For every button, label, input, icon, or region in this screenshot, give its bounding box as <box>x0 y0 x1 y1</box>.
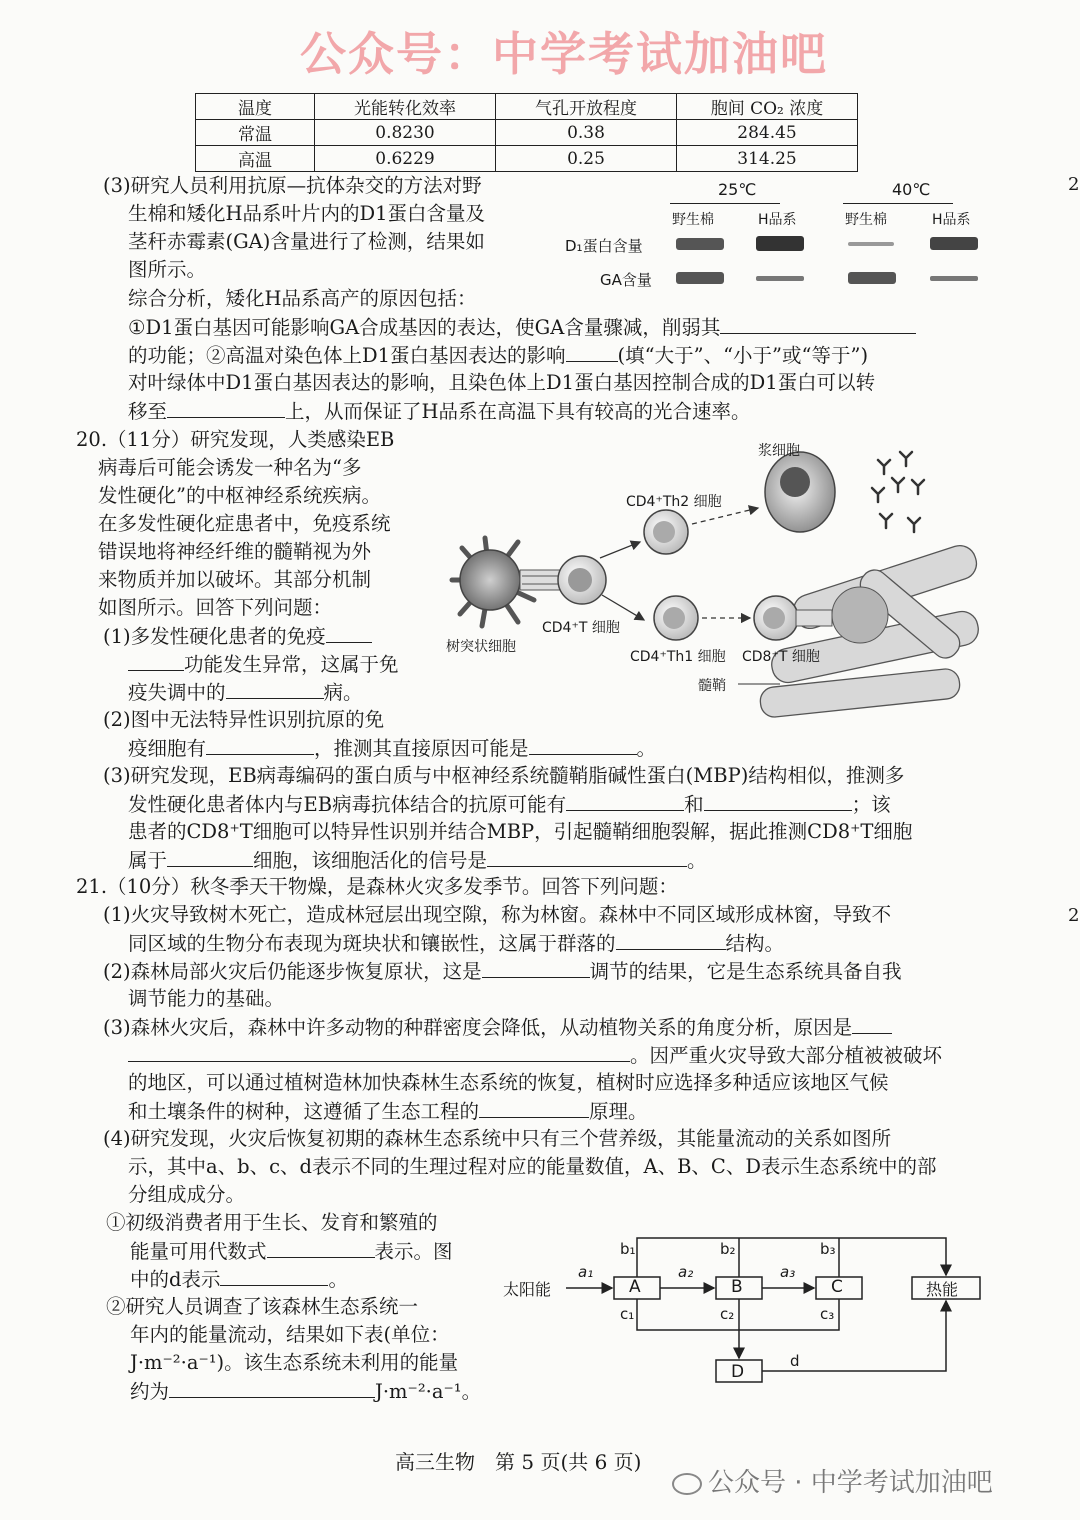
data-table-photosynthesis <box>195 93 858 172</box>
watermark-bottom <box>672 1462 993 1499</box>
column-label: 野生棉 <box>672 212 714 228</box>
table-cell: 0.25 <box>496 146 677 172</box>
text: ；该 <box>851 793 891 816</box>
table-cell: 284.45 <box>677 120 858 146</box>
text: ①D1蛋白基因可能影响GA合成基因的表达，使GA含量骤减，削弱其 <box>128 316 721 339</box>
table-cell: 0.6229 <box>315 146 496 172</box>
blot-band <box>848 242 894 246</box>
answer-blank[interactable] <box>167 397 285 418</box>
q20-line: (2)图中无法特异性识别抗原的免 <box>103 708 385 731</box>
q20-line <box>128 650 399 679</box>
q19-3-line: 生棉和矮化H品系叶片内的D1蛋白含量及 <box>128 202 486 225</box>
table-row <box>196 120 858 146</box>
q20-line: 在多发性硬化症患者中，免疫系统 <box>98 512 391 535</box>
label-B: B <box>731 1277 743 1297</box>
text: 病。 <box>323 681 363 704</box>
answer-blank[interactable] <box>487 846 687 867</box>
antibodies <box>872 452 924 532</box>
blot-band <box>756 276 804 281</box>
text: 移至 <box>128 400 168 423</box>
text: 的功能；②高温对染色体上D1蛋白基因表达的影响 <box>128 344 566 367</box>
arrow <box>600 542 640 558</box>
table-cell: 0.8230 <box>315 120 496 146</box>
text: 。因严重火灾导致大部分植被被破坏 <box>630 1044 943 1067</box>
cell-nucleus <box>780 467 810 497</box>
divider <box>843 203 953 204</box>
page-footer: 高三生物 第 5 页(共 6 页) <box>395 1450 642 1474</box>
label-th2-cell: CD4⁺Th2 细胞 <box>626 494 722 510</box>
text: (2)森林局部火灾后仍能逐步恢复原状，这是 <box>103 960 482 983</box>
myelin-cell <box>832 587 888 643</box>
q19-3-line: (3)研究人员利用抗原—抗体杂交的方法对野 <box>103 174 482 197</box>
q21-line <box>128 929 784 958</box>
q21-line <box>130 1377 481 1406</box>
q20-line: 来物质并加以破坏。其部分机制 <box>98 568 372 591</box>
text: 上，从而保证了H品系在高温下具有较高的光合速率。 <box>285 400 751 423</box>
blot-band <box>676 272 724 284</box>
q20-line: (3)研究发现，EB病毒编码的蛋白质与中枢神经系统髓鞘脂碱性蛋白(MBP)结构相似，推测多 <box>103 764 905 787</box>
label-plasma-cell: 浆细胞 <box>758 443 800 459</box>
q19-3-line: 对叶绿体中D1蛋白基因表达的影响，且染色体上D1蛋白基因控制合成的D1蛋白可以转 <box>128 371 876 394</box>
q21-line: J·m⁻²·a⁻¹)。该生态系统未利用的能量 <box>130 1351 459 1374</box>
blot-band <box>930 276 978 281</box>
text: 结构。 <box>725 932 785 955</box>
label-c2: c₂ <box>720 1305 735 1323</box>
label-c1: c₁ <box>620 1305 635 1323</box>
text: (填“大于”、“小于”或“等于”) <box>617 344 869 367</box>
q21-line <box>103 957 902 986</box>
answer-blank[interactable] <box>704 790 852 811</box>
label-D: D <box>731 1362 745 1382</box>
divider <box>670 203 780 204</box>
q20-line: 病毒后可能会诱发一种名为“多 <box>98 456 362 479</box>
text: 细胞，该细胞活化的信号是 <box>253 849 488 872</box>
q21-line: (4)研究发现，火灾后恢复初期的森林生态系统中只有三个营养级，其能量流动的关系如图所 <box>103 1127 892 1150</box>
label-a1: a₁ <box>578 1263 594 1281</box>
q20-line: 错误地将神经纤维的髓鞘视为外 <box>98 540 372 563</box>
label-th1-cell: CD4⁺Th1 细胞 <box>630 649 726 665</box>
label-sun: 太阳能 <box>503 1280 552 1299</box>
table-header-cell: 光能转化效率 <box>315 94 496 120</box>
answer-blank[interactable] <box>326 622 372 643</box>
row-label: GA含量 <box>600 271 652 289</box>
text: 和 <box>684 793 704 816</box>
table-header-cell: 温度 <box>196 94 315 120</box>
blot-band <box>676 238 724 250</box>
text: J·m⁻²·a⁻¹。 <box>375 1380 482 1403</box>
text: 中的d表示 <box>130 1268 221 1291</box>
answer-blank[interactable] <box>267 1237 375 1258</box>
text: 同区域的生物分布表现为斑块状和镶嵌性，这属于群落的 <box>128 932 616 955</box>
energy-flow-diagram <box>500 1230 1000 1390</box>
table-cell: 高温 <box>196 146 315 172</box>
label-heat: 热能 <box>926 1280 959 1299</box>
cell-nucleus <box>763 607 785 629</box>
temp-label: 40℃ <box>892 180 931 199</box>
text: 。 <box>328 1268 348 1291</box>
blot-band <box>930 237 978 250</box>
line-c-decomposition <box>637 1299 839 1330</box>
text: 功能发生异常，这属于免 <box>184 653 399 676</box>
q20-line <box>103 622 372 651</box>
text: 约为 <box>130 1380 170 1403</box>
q19-3-line: 图所示。 <box>128 258 207 281</box>
q21-line: 21.（10分）秋冬季天干物燥，是森林火灾多发季节。回答下列问题： <box>76 875 678 898</box>
q21-line: 调节能力的基础。 <box>128 987 285 1010</box>
text: 疫细胞有 <box>128 737 207 760</box>
answer-blank[interactable] <box>566 341 618 362</box>
q21-line <box>130 1237 453 1266</box>
q19-3-line <box>128 397 751 426</box>
label-a3: a₃ <box>780 1263 796 1281</box>
q21-line: ①初级消费者用于生长、发育和繁殖的 <box>106 1211 438 1234</box>
text: 表示。图 <box>374 1240 453 1263</box>
label-C: C <box>831 1277 843 1297</box>
q21-line: ②研究人员调查了该森林生态系统一 <box>106 1295 419 1318</box>
answer-blank[interactable] <box>169 1377 375 1398</box>
text: 。 <box>687 849 707 872</box>
q21-line <box>128 1097 648 1126</box>
text: 和土壤条件的树种，这遵循了生态工程的 <box>128 1100 480 1123</box>
table-row <box>196 146 858 172</box>
label-cd8-t-cell: CD8⁺T 细胞 <box>742 649 820 665</box>
q21-line <box>128 1041 942 1070</box>
answer-blank[interactable] <box>529 734 637 755</box>
text: 疫失调中的 <box>128 681 226 704</box>
answer-blank[interactable] <box>479 1097 589 1118</box>
watermark-top: 公众号：中学考试加油吧 <box>300 27 828 81</box>
q21-line: 年内的能量流动，结果如下表(单位： <box>130 1323 450 1346</box>
answer-blank[interactable] <box>128 1041 630 1062</box>
edge-mark: 2 <box>1068 905 1080 926</box>
label-a2: a₂ <box>678 1263 694 1281</box>
text: 调节的结果，它是生态系统具备自我 <box>589 960 902 983</box>
column-label: H品系 <box>758 212 797 228</box>
blot-band <box>848 272 896 284</box>
table-cell: 314.25 <box>677 146 858 172</box>
q21-line: 的地区，可以通过植树造林加快森林生态系统的恢复，植树时应选择多种适应该地区气候 <box>128 1071 889 1094</box>
cell-nucleus <box>663 607 685 629</box>
answer-blank[interactable] <box>566 790 684 811</box>
table-header-cell: 胞间 CO₂ 浓度 <box>677 94 858 120</box>
table-cell: 常温 <box>196 120 315 146</box>
text: 能量可用代数式 <box>130 1240 267 1263</box>
text: (3)森林火灾后，森林中许多动物的种群密度会降低，从动植物关系的角度分析，原因是 <box>103 1016 853 1039</box>
receptor-bridge <box>796 610 832 626</box>
label-d: d <box>790 1352 800 1370</box>
edge-mark: 2 <box>1068 174 1080 195</box>
label-b3: b₃ <box>820 1240 836 1258</box>
label-myelin: 髓鞘 <box>698 678 726 694</box>
label-dendritic-cell: 树突状细胞 <box>446 639 516 655</box>
text: 。 <box>636 737 657 760</box>
q21-line: (1)火灾导致树木死亡，造成林冠层出现空隙，称为林窗。森林中不同区域形成林窗，导致不 <box>103 903 892 926</box>
answer-blank[interactable] <box>226 678 324 699</box>
table-header-row <box>196 94 858 120</box>
q21-line <box>103 1013 892 1042</box>
answer-blank[interactable] <box>720 313 916 334</box>
table-header-cell: 气孔开放程度 <box>496 94 677 120</box>
label-cd4-t-cell: CD4⁺T 细胞 <box>542 620 620 636</box>
q19-3-line: 综合分析，矮化H品系高产的原因包括： <box>128 287 477 310</box>
label-A: A <box>629 1277 641 1297</box>
q21-line: 示，其中a、b、c、d表示不同的生理过程对应的能量数值，A、B、C、D表示生态系统中的部 <box>128 1155 937 1178</box>
label-b2: b₂ <box>720 1240 736 1258</box>
text: ，推测其直接原因可能是 <box>314 737 529 760</box>
text: (1)多发性硬化患者的免疫 <box>103 625 326 648</box>
label-c3: c₃ <box>820 1305 835 1323</box>
q21-line <box>130 1265 348 1294</box>
answer-blank[interactable] <box>206 734 314 755</box>
q20-line <box>128 734 656 763</box>
answer-blank[interactable] <box>220 1265 328 1286</box>
q20-line <box>128 678 363 707</box>
column-label: H品系 <box>932 212 971 228</box>
cell-nucleus <box>568 568 592 592</box>
answer-blank[interactable] <box>128 650 184 671</box>
q20-line: 患者的CD8⁺T细胞可以特异性识别并结合MBP，引起髓鞘细胞裂解，据此推测CD8⁺T细胞 <box>128 820 913 843</box>
answer-blank[interactable] <box>167 846 253 867</box>
table-cell: 0.38 <box>496 120 677 146</box>
answer-blank[interactable] <box>852 1013 892 1034</box>
q19-3-line <box>128 341 868 370</box>
q20-line: 20.（11分）研究发现，人类感染EB <box>76 428 395 451</box>
blot-band <box>756 236 804 251</box>
answer-blank[interactable] <box>616 929 726 950</box>
q20-line <box>128 846 707 875</box>
text: 属于 <box>128 849 168 872</box>
western-blot-figure <box>560 176 990 296</box>
row-label: D₁蛋白含量 <box>565 237 643 255</box>
q19-3-line <box>128 313 916 342</box>
cell-nucleus <box>653 521 675 543</box>
q20-line: 发性硬化”的中枢神经系统疾病。 <box>98 484 381 507</box>
q21-line: 分组成成分。 <box>128 1183 246 1206</box>
answer-blank[interactable] <box>482 957 590 978</box>
text: 发性硬化患者体内与EB病毒抗体结合的抗原可能有 <box>128 793 567 816</box>
label-b1: b₁ <box>620 1240 636 1258</box>
q20-line <box>128 790 891 819</box>
wechat-icon <box>672 1473 702 1495</box>
watermark-text: 公众号 · 中学考试加油吧 <box>708 1468 993 1498</box>
q19-3-line: 茎秆赤霉素(GA)含量进行了检测，结果如 <box>128 230 485 253</box>
text: 原理。 <box>589 1100 648 1123</box>
temp-label: 25℃ <box>718 180 757 199</box>
q20-line: 如图所示。回答下列问题： <box>98 596 333 619</box>
column-label: 野生棉 <box>845 212 887 228</box>
